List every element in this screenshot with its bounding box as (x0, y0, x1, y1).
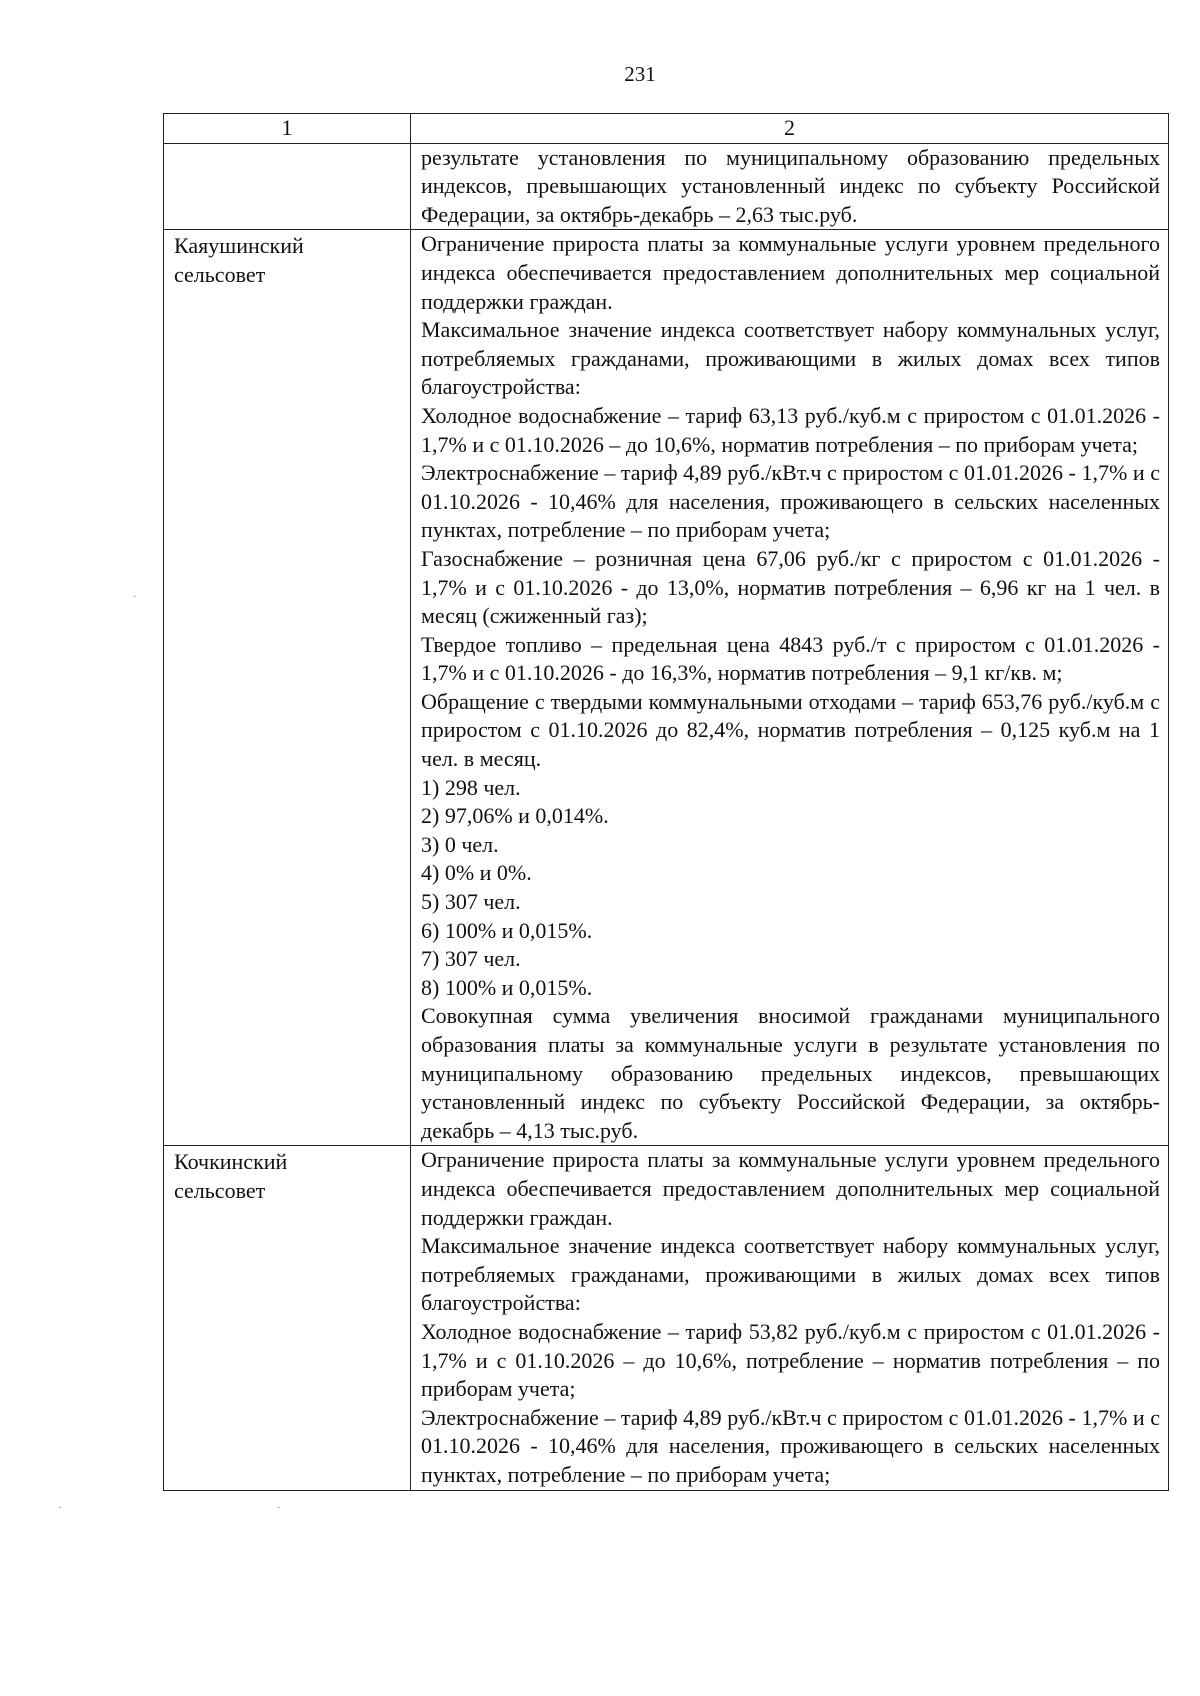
description-cell (411, 1146, 1169, 1490)
paragraph: 5) 307 чел. (421, 889, 521, 915)
paragraph: 6) 100% и 0,015%. (421, 917, 593, 943)
paragraph: 3) 0 чел. (421, 831, 499, 857)
municipality-cell (164, 143, 411, 230)
table-row (164, 143, 1169, 230)
table-row (164, 1146, 1169, 1490)
column-header-1: 1 (164, 114, 411, 144)
municipality-name: Кочкинский сельсовет (174, 1149, 288, 1203)
paragraph: Совокупная сумма увеличения вносимой гражданами муниципального образования платы за коммунальные услуги в результате установления по муниципальному образованию предельных индексов, превышающих установленный индекс по субъекту Российской Федерации, за октябрь-декабрь – 4,13 тыс.руб. (421, 1003, 1160, 1143)
scan-dot: · (277, 1503, 281, 1514)
municipality-name: Каяушинский сельсовет (174, 233, 304, 287)
paragraph: Электроснабжение – тариф 4,89 руб./кВт.ч с приростом с 01.01.2026 - 1,7% и с 01.10.2026 - 10,46% для населения, проживающего в сельских населенных пунктах, потребление – по приборам учета; (421, 1404, 1160, 1487)
paragraph: Ограничение прироста платы за коммунальные услуги уровнем предельного индекса обеспечивается предоставлением дополнительных мер социальной поддержки граждан. (421, 231, 1160, 314)
paragraph: результате установления по муниципальному образованию предельных индексов, превышающих установленный индекс по субъекту Российской Федерации, за октябрь-декабрь – 2,63 тыс.руб. (421, 144, 1160, 227)
document-table (163, 113, 1169, 1491)
paragraph: 8) 100% и 0,015%. (421, 974, 593, 1000)
municipality-cell (164, 230, 411, 1146)
paragraph: 7) 307 чел. (421, 946, 521, 972)
paragraph: Электроснабжение – тариф 4,89 руб./кВт.ч с приростом с 01.01.2026 - 1,7% и с 01.10.2026 - 10,46% для населения, проживающего в сельских населенных пунктах, потребление – по приборам учета; (421, 460, 1160, 543)
description-cell (411, 143, 1169, 230)
paragraph: Ограничение прироста платы за коммунальные услуги уровнем предельного индекса обеспечивается предоставлением дополнительных мер социальной поддержки граждан. (421, 1147, 1160, 1230)
table-header-row (164, 114, 1169, 144)
paragraph: 2) 97,06% и 0,014%. (421, 803, 609, 829)
table-row (164, 230, 1169, 1146)
municipality-cell (164, 1146, 411, 1490)
paragraph: Холодное водоснабжение – тариф 53,82 руб./куб.м с приростом с 01.01.2026 - 1,7% и с 01.10.2026 – до 10,6%, потребление – норматив потребления – по приборам учета; (421, 1318, 1160, 1402)
paragraph: Максимальное значение индекса соответствует набору коммунальных услуг, потребляемых гражданами, проживающими в жилых домах всех типов благоустройства: (421, 317, 1160, 400)
scan-dot: · (58, 1503, 62, 1514)
paragraph: Газоснабжение – розничная цена 67,06 руб./кг с приростом с 01.01.2026 - 1,7% и с 01.10.2026 - до 13,0%, норматив потребления – 6,96 кг на 1 чел. в месяц (сжиженный газ); (421, 545, 1160, 629)
column-header-2: 2 (411, 114, 1169, 144)
paragraph: 4) 0% и 0%. (421, 860, 532, 886)
page-number: 231 (624, 62, 656, 86)
paragraph: Максимальное значение индекса соответствует набору коммунальных услуг, потребляемых гражданами, проживающими в жилых домах всех типов благоустройства: (421, 1233, 1160, 1316)
paragraph: Твердое топливо – предельная цена 4843 руб./т с приростом с 01.01.2026 - 1,7% и с 01.10.2026 - до 16,3%, норматив потребления – 9,1 кг/кв. м; (421, 631, 1160, 686)
paragraph: 1) 298 чел. (421, 774, 521, 800)
description-cell (411, 230, 1169, 1146)
paragraph: Холодное водоснабжение – тариф 63,13 руб./куб.м с приростом с 01.01.2026 - 1,7% и с 01.10.2026 – до 10,6%, норматив потребления – по приборам учета; (421, 402, 1160, 457)
scan-dot: · (133, 592, 137, 603)
paragraph: Обращение с твердыми коммунальными отходами – тариф 653,76 руб./куб.м с приростом с 01.10.2026 до 82,4%, норматив потребления – 0,125 куб.м на 1 чел. в месяц. (421, 688, 1160, 772)
